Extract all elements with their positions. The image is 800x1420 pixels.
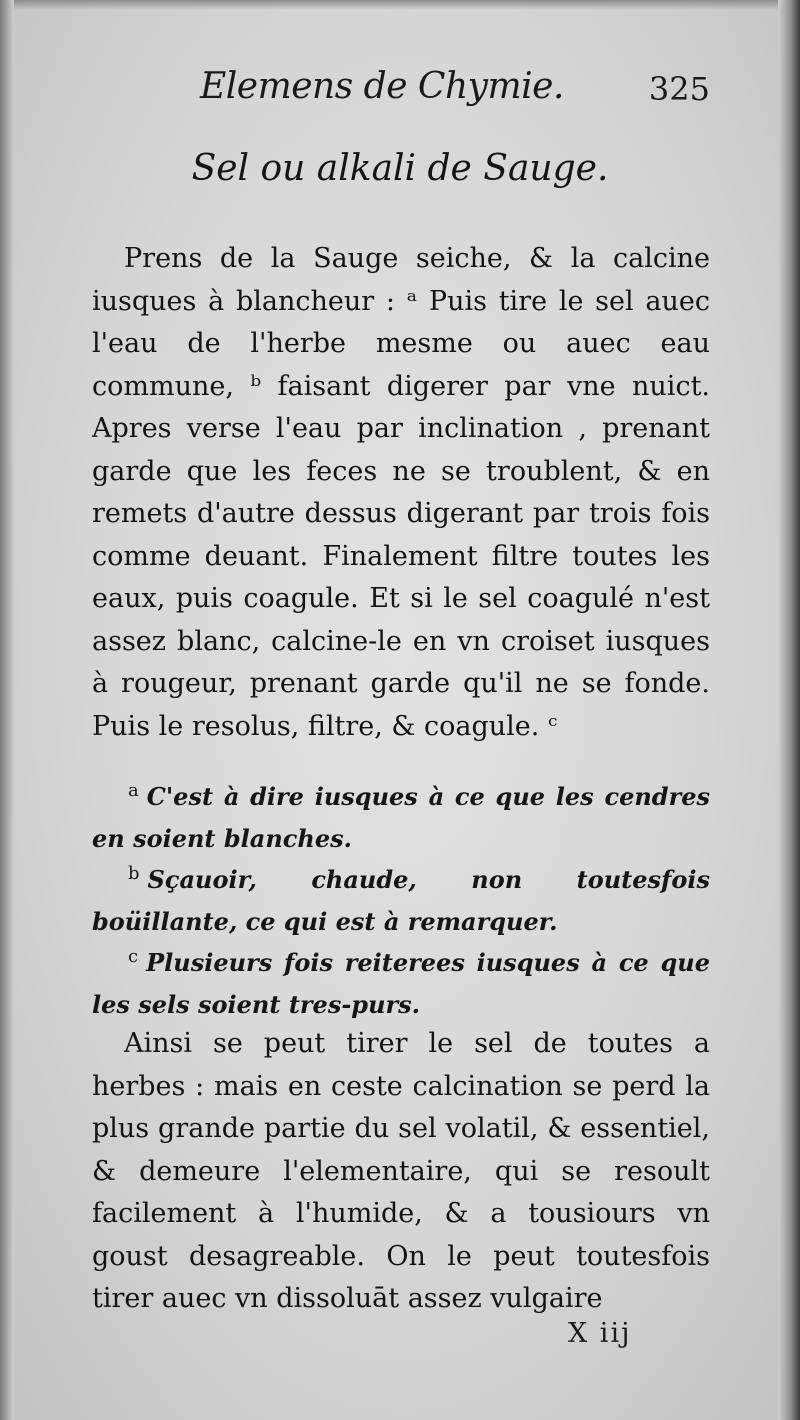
page-top-shadow [0, 0, 800, 10]
footnote-a [92, 776, 710, 859]
page-number: 325 [648, 70, 710, 108]
section-title: Sel ou alkali de Sauge. [191, 148, 609, 189]
footnotes [92, 776, 710, 1025]
footnote-mark: c [128, 946, 139, 967]
footnote-text: Sçauoir, chaude, non toutesfois boüillante, ce qui est à remarquer. [92, 865, 710, 936]
paragraph-continuation: Ainsi se peut tirer le sel de toutes a herbes : mais en ceste calcination se perd la plus grande partie du sel volatil, & essentiel, & demeure l'elementaire, qui se resoult facilement à l'humide, & a tousiours vn goust desagreable. On le peut toutesfois tirer auec vn dissoluāt assez vulgaire [92, 1028, 710, 1314]
footnote-mark: b [128, 863, 140, 884]
page-right-gutter [778, 0, 800, 1420]
footnote-mark: a [128, 780, 139, 801]
paragraph-main: Prens de la Sauge seiche, & la calcine iusques à blancheur : ᵃ Puis tire le sel auec l'eau de l'herbe mesme ou auec eau commune, ᵇ faisant digerer par vne nuict. Apres verse l'eau par inclination , prenant garde que les feces ne se troublent, & en remets d'autre dessus digerant par trois fois comme deuant. Finalement filtre toutes les eaux, puis coagule. Et si le sel coagulé n'est assez blanc, calcine-le en vn croiset iusques à rougeur, prenant garde qu'il ne se fonde. Puis le resolus, filtre, & coagule. ᶜ [92, 243, 710, 742]
signature-mark: X iij [568, 1318, 632, 1349]
footnote-c [92, 942, 710, 1025]
running-head [200, 66, 710, 120]
running-title: Elemens de Chymie. [200, 66, 564, 107]
page-left-shadow [0, 0, 14, 1420]
footnote-text: C'est à dire iusques à ce que les cendres en soient blanches. [92, 782, 710, 853]
footnote-text: Plusieurs fois reiterees iusques à ce que les sels soient tres-purs. [92, 948, 710, 1019]
footnote-b [92, 859, 710, 942]
